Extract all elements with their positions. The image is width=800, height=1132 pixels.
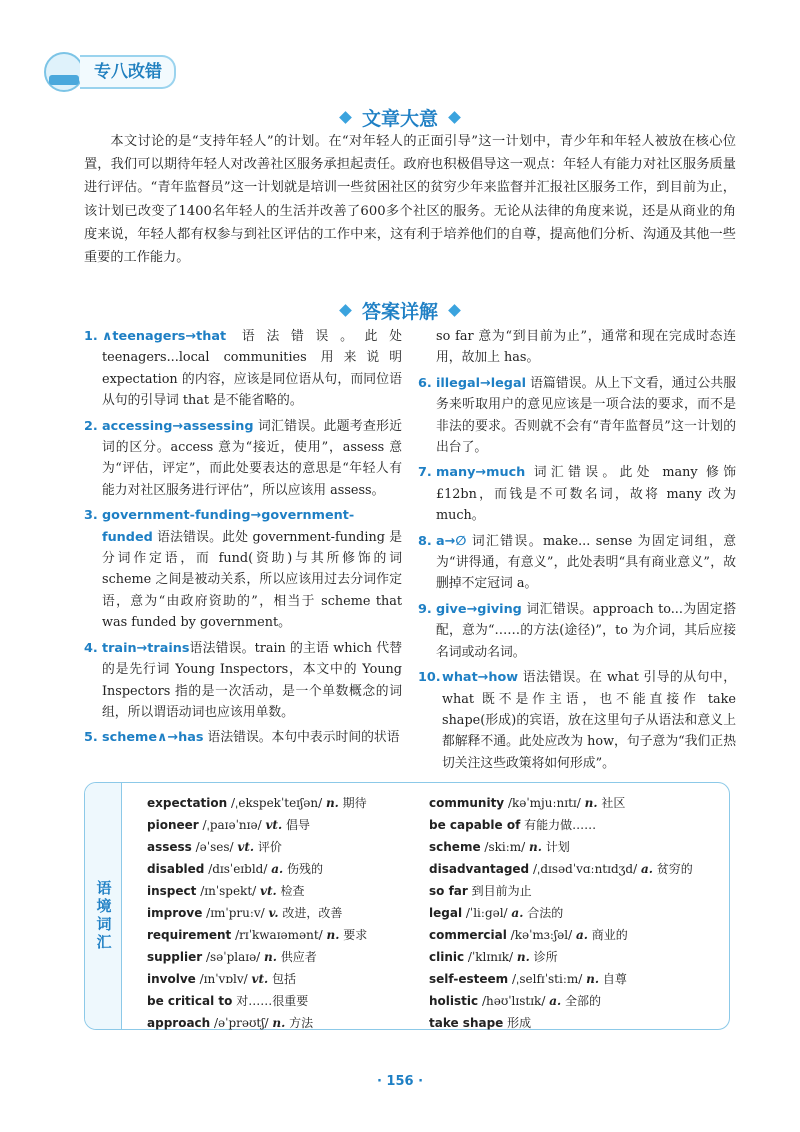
answer-correction: many→much xyxy=(436,465,526,481)
answer-correction: scheme∧→has xyxy=(102,730,204,746)
vocabulary-phonetic: /ˌekspekˈteɪʃən/ xyxy=(227,796,326,810)
vocabulary-phonetic: /ˈliːgəl/ xyxy=(462,906,512,920)
answer-explanation: 词汇错误。make... sense 为固定词组，意为“讲得通，有意义”，此处表明“具有商业意义”，故删掉不定冠词 a。 xyxy=(436,533,736,592)
vocabulary-phonetic: /ˌdɪsədˈvɑːntɪdʒd/ xyxy=(529,862,641,876)
vocabulary-word: inspect xyxy=(147,884,197,898)
vocabulary-gloss: 伤残的 xyxy=(283,862,323,876)
vocabulary-phonetic: /dɪsˈeɪbld/ xyxy=(204,862,272,876)
diamond-icon xyxy=(339,111,352,124)
vocabulary-entry xyxy=(147,902,419,924)
answer-correction: what→how xyxy=(442,670,519,686)
vocabulary-part-of-speech: a. xyxy=(549,994,562,1008)
vocabulary-part-of-speech: vt. xyxy=(251,972,269,986)
brand-logo xyxy=(44,52,84,92)
answer-explanation: 词汇错误。approach to...为固定搭配，意为“……的方法(途径)”，to 为介词，其后应接名词或动名词。 xyxy=(436,601,736,660)
vocabulary-word: self-esteem xyxy=(429,972,509,986)
answer-correction: government-funding→government-funded xyxy=(102,508,355,545)
vocabulary-gloss: 到目前为止 xyxy=(471,884,532,898)
vocabulary-entry xyxy=(429,946,719,968)
vocabulary-word: commercial xyxy=(429,928,507,942)
vocabulary-word: requirement xyxy=(147,928,232,942)
vocabulary-entry xyxy=(147,858,419,880)
answer-number: 9. xyxy=(418,601,432,617)
vocabulary-entry xyxy=(147,924,419,946)
answer-number: 3. xyxy=(84,508,98,524)
answers-right-column xyxy=(418,326,736,778)
vocabulary-gloss: 计划 xyxy=(541,840,570,854)
vocabulary-word: be critical to xyxy=(147,994,233,1008)
vocabulary-word: approach xyxy=(147,1016,211,1030)
vocabulary-right-column xyxy=(429,792,719,1034)
vocabulary-part-of-speech: n. xyxy=(529,840,542,854)
vocabulary-gloss: 期待 xyxy=(338,796,367,810)
vocabulary-part-of-speech: n. xyxy=(584,796,598,810)
answer-explanation: 语篇错误。从上下文看，通过公共服务来听取用户的意见应该是一项合法的要求，而不是非法的要求。否则就不会有“青年监督员”这一计划的出台了。 xyxy=(436,375,736,456)
vocabulary-word: expectation xyxy=(147,796,228,810)
answer-item xyxy=(418,531,736,595)
answer-explanation: 词汇错误。此题考查形近词的区分。access 意为“接近，使用”，assess 意为“评估，评定”，而此处要表达的意思是“年轻人有能力对社区服务进行评估”，所以应该用 assess。 xyxy=(102,418,402,498)
vocabulary-part-of-speech: v. xyxy=(268,906,279,920)
answer-item xyxy=(418,599,736,663)
vocabulary-gloss: 自尊 xyxy=(599,972,627,986)
vocabulary-entry xyxy=(429,968,719,990)
vocabulary-entry xyxy=(147,836,419,858)
vocabulary-part-of-speech: n. xyxy=(272,1016,286,1030)
diamond-icon xyxy=(339,304,352,317)
logo-badge xyxy=(49,75,79,85)
page-number: · 156 · xyxy=(376,1074,424,1089)
vocabulary-entry xyxy=(429,924,719,946)
vocabulary-phonetic: /ˌpaɪəˈnɪə/ xyxy=(198,818,266,832)
vocabulary-entry xyxy=(147,968,419,990)
vocabulary-gloss: 合法的 xyxy=(523,906,564,920)
answer-item xyxy=(84,416,402,502)
vocabulary-word: supplier xyxy=(147,950,203,964)
vocabulary-gloss: 供应者 xyxy=(276,950,317,964)
vocabulary-phonetic: /əˈses/ xyxy=(191,840,238,854)
vocabulary-word: community xyxy=(429,796,505,810)
vocabulary-phonetic: /ɪmˈpruːv/ xyxy=(202,906,269,920)
answer-item xyxy=(418,462,736,526)
vocabulary-entry xyxy=(147,990,419,1012)
summary-heading: 文章大意 xyxy=(361,108,438,130)
answers-heading: 答案详解 xyxy=(361,301,438,323)
answer-item xyxy=(418,373,736,459)
vocabulary-part-of-speech: a. xyxy=(575,928,588,942)
vocabulary-entry xyxy=(429,814,719,836)
answer-explanation: 语法错误。在 what 引导的从句中，what 既不是作主语，也不能直接作 take shape(形成)的宾语，放在这里句子从语法和意义上都解释不通。此处应改为 how，句子意为“我们正热切关注这些政策将如何形成”。 xyxy=(442,670,736,771)
vocabulary-gloss: 全部的 xyxy=(561,994,601,1008)
vocabulary-gloss: 要求 xyxy=(339,928,368,942)
answer-number: 5. xyxy=(84,730,98,746)
vocabulary-entry xyxy=(429,902,719,924)
vocabulary-entry xyxy=(147,814,419,836)
vocabulary-word: be capable of xyxy=(429,818,521,832)
answer-number: 2. xyxy=(84,418,98,434)
vocabulary-gloss: 评价 xyxy=(254,840,282,854)
vocabulary-word: scheme xyxy=(429,840,481,854)
vocabulary-gloss: 商业的 xyxy=(587,928,628,942)
vocabulary-part-of-speech: a. xyxy=(271,862,284,876)
answer-number: 8. xyxy=(418,533,432,549)
vocabulary-word: pioneer xyxy=(147,818,199,832)
answers-left-column xyxy=(84,326,402,753)
vocabulary-phonetic: /skiːm/ xyxy=(480,840,529,854)
vocabulary-side-tab xyxy=(85,783,122,1029)
vocabulary-part-of-speech: n. xyxy=(264,950,277,964)
vocabulary-part-of-speech: vt. xyxy=(260,884,277,898)
answer-number: 4. xyxy=(84,640,98,656)
vocabulary-word: disabled xyxy=(147,862,205,876)
vocabulary-word: clinic xyxy=(429,950,465,964)
vocabulary-phonetic: /ɪnˈvɒlv/ xyxy=(195,972,252,986)
vocabulary-entry xyxy=(429,858,719,880)
vocabulary-gloss: 有能力做…… xyxy=(524,818,597,832)
vocabulary-entry xyxy=(429,836,719,858)
vocabulary-phonetic: /kəˈmjuːnɪtɪ/ xyxy=(504,796,585,810)
vocabulary-entry xyxy=(429,880,719,902)
vocabulary-gloss: 检查 xyxy=(276,884,305,898)
answer-correction: give→giving xyxy=(436,601,522,617)
vocabulary-phonetic: /ɪnˈspekt/ xyxy=(196,884,261,898)
vocabulary-entry xyxy=(429,990,719,1012)
vocabulary-phonetic: /əˈprəʊtʃ/ xyxy=(210,1016,273,1030)
vocabulary-gloss: 贫穷的 xyxy=(652,862,693,876)
vocabulary-label: 语境词汇 xyxy=(96,879,112,951)
answer-explanation: 词汇错误。此处 many 修饰£12bn，而钱是不可数名词，故将 many 改为much。 xyxy=(436,465,736,524)
vocabulary-part-of-speech: n. xyxy=(516,950,530,964)
answer-correction: train→trains xyxy=(102,640,190,656)
answer-number: 7. xyxy=(418,465,432,481)
vocabulary-part-of-speech: n. xyxy=(325,796,339,810)
answer-correction: a→∅ xyxy=(436,533,467,549)
vocabulary-gloss: 方法 xyxy=(285,1016,314,1030)
vocabulary-part-of-speech: a. xyxy=(640,862,653,876)
answers-heading-bar xyxy=(0,297,800,324)
vocabulary-gloss: 改进，改善 xyxy=(278,906,343,920)
vocabulary-phonetic: /rɪˈkwaɪəmənt/ xyxy=(231,928,327,942)
answer-item xyxy=(84,505,402,633)
vocabulary-part-of-speech: n. xyxy=(326,928,340,942)
vocabulary-entry xyxy=(429,792,719,814)
vocabulary-entry xyxy=(147,880,419,902)
vocabulary-part-of-speech: n. xyxy=(586,972,600,986)
vocabulary-phonetic: /ˈklɪnɪk/ xyxy=(464,950,517,964)
vocabulary-phonetic: /səˈplaɪə/ xyxy=(202,950,265,964)
vocabulary-entry xyxy=(429,1012,719,1034)
vocabulary-entry xyxy=(147,1012,419,1034)
vocabulary-box xyxy=(84,782,730,1030)
vocabulary-phonetic: /həʊˈlɪstɪk/ xyxy=(478,994,550,1008)
answer-continuation: so far 意为“到目前为止”，通常和现在完成时态连用，故加上 has。 xyxy=(436,329,736,366)
vocabulary-phonetic: /ˌselfɪˈstiːm/ xyxy=(508,972,587,986)
brand-title: 专八改错 xyxy=(80,55,176,89)
vocabulary-word: improve xyxy=(147,906,203,920)
vocabulary-gloss: 倡导 xyxy=(282,818,310,832)
vocabulary-word: so far xyxy=(429,884,468,898)
vocabulary-word: take shape xyxy=(429,1016,504,1030)
answer-number: 6. xyxy=(418,375,432,391)
answer-explanation: 语法错误。train 的主语 which 代替的是先行词 Young Inspectors，本文中的 Young Inspectors 指的是一次活动，是一个单数概念的词组，所以谓语动词也应该用单数。 xyxy=(102,640,402,720)
vocabulary-word: disadvantaged xyxy=(429,862,530,876)
answer-item xyxy=(84,638,402,724)
vocabulary-gloss: 形成 xyxy=(507,1016,532,1030)
vocabulary-part-of-speech: vt. xyxy=(265,818,283,832)
vocabulary-word: holistic xyxy=(429,994,479,1008)
summary-heading-bar xyxy=(0,104,800,131)
answer-number: 10. xyxy=(418,670,441,686)
answer-correction: accessing→assessing xyxy=(102,418,254,434)
vocabulary-entry xyxy=(147,946,419,968)
vocabulary-part-of-speech: vt. xyxy=(237,840,255,854)
vocabulary-gloss: 诊所 xyxy=(529,950,558,964)
vocabulary-word: assess xyxy=(147,840,192,854)
vocabulary-left-column xyxy=(147,792,419,1034)
vocabulary-gloss: 对……很重要 xyxy=(236,994,309,1008)
diamond-icon xyxy=(448,111,461,124)
summary-paragraph: 本文讨论的是“支持年轻人”的计划。在“对年轻人的正面引导”这一计划中，青少年和年轻人被放在核心位置，我们可以期待年轻人对改善社区服务承担起责任。政府也积极倡导这一观点：年轻人有能力对社区服务质量进行评估。“青年监督员”这一计划就是培训一些贫困社区的贫穷少年来监督并汇报社区服务工作，到目前为止，该计划已改变了1400名年轻人的生活并改善了600多个社区的服务。无论从法律的角度来说，还是从商业的角度来说，年轻人都有权参与到社区评估的工作中来，这有利于培养他们的自尊，提高他们分析、沟通及其他一些重要的工作能力。 xyxy=(84,134,736,266)
vocabulary-entry xyxy=(147,792,419,814)
diamond-icon xyxy=(448,304,461,317)
answer-explanation: 语法错误。此处 teenagers...local communities 用来说明 expectation 的内容，应该是同位语从句，而同位语从句的引导词 that 是不能省略的。 xyxy=(102,329,402,409)
vocabulary-word: involve xyxy=(147,972,196,986)
answer-correction: ∧teenagers→that xyxy=(102,329,227,344)
vocabulary-gloss: 包括 xyxy=(268,972,296,986)
vocabulary-part-of-speech: a. xyxy=(511,906,524,920)
answer-explanation: 语法错误。此处 government-funding 是分词作定语，而 fund(资助)与其所修饰的词 scheme 之间是被动关系，所以应该用过去分词作定语，意为“由政府资助的”，相当于 scheme that was funded by government。 xyxy=(102,529,402,631)
vocabulary-gloss: 社区 xyxy=(597,796,626,810)
answer-correction: illegal→legal xyxy=(436,375,526,391)
answer-item xyxy=(84,727,402,748)
vocabulary-phonetic: /kəˈmɜːʃəl/ xyxy=(506,928,576,942)
answer-number: 1. xyxy=(84,329,98,344)
answer-item xyxy=(418,667,736,774)
answer-item xyxy=(84,326,402,412)
answer-explanation: 语法错误。本句中表示时间的状语 xyxy=(203,730,400,746)
vocabulary-word: legal xyxy=(429,906,463,920)
